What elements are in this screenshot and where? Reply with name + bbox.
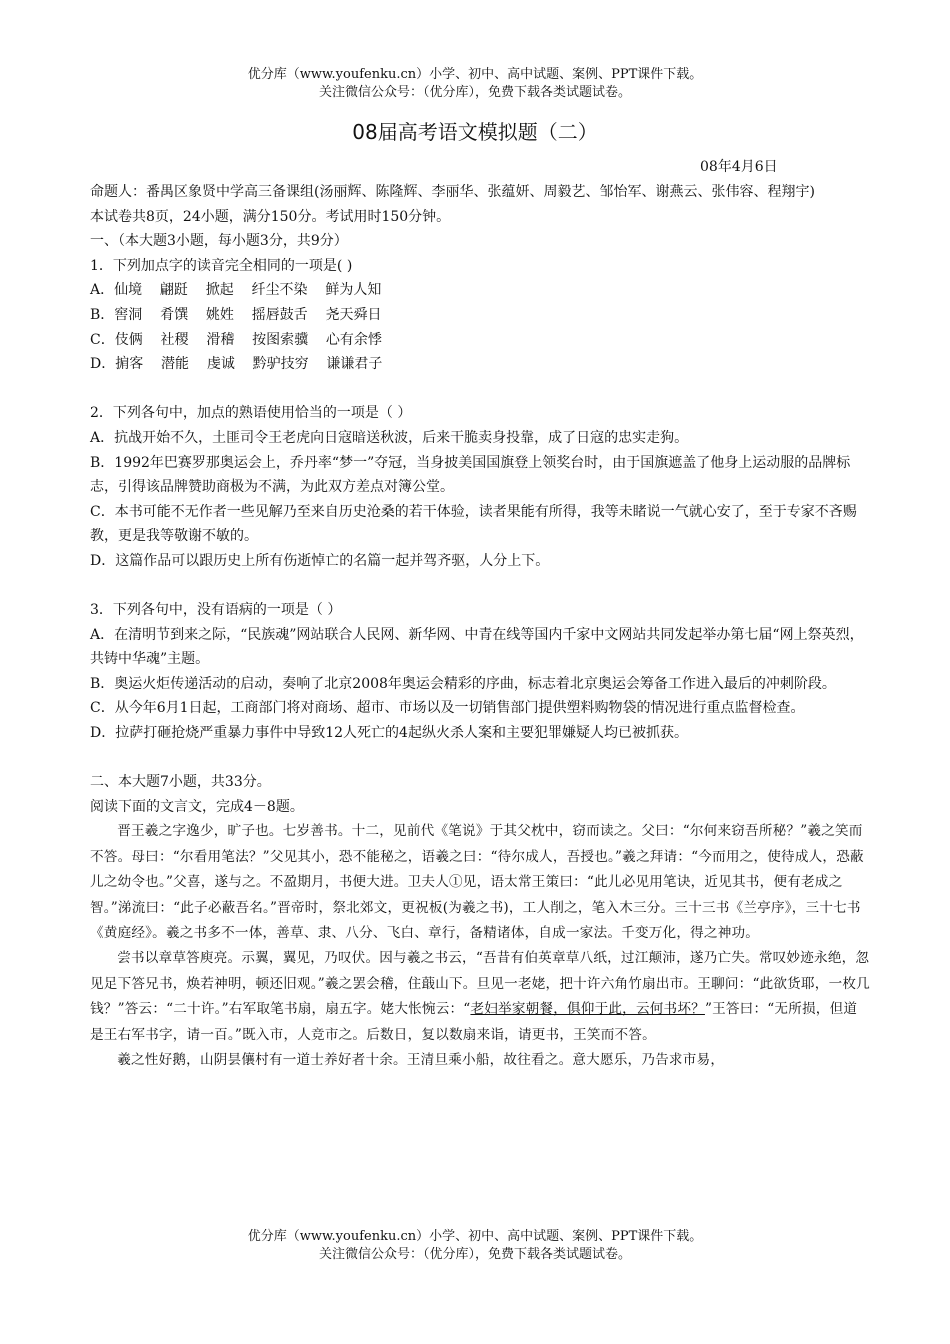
footer-line-2: 关注微信公众号：（优分库），免费下载各类试题试卷。 [318, 1247, 631, 1262]
exam-date: 08年4月6日 [700, 159, 778, 175]
question-3-option-c: C．从今年6月1日起，工商部门将对商场、超市、市场以及一切销售部门提供塑料购物袋的情况进行重点监督检查。 [90, 700, 805, 717]
question-1-stem: 1．下列加点字的读音完全相同的一项是( ) [90, 257, 353, 274]
question-1-option-a: A．仙境 翩跹 掀起 纤尘不染 鲜为人知 [90, 282, 382, 299]
header-line-1: 优分库（www.youfenku.cn）小学、初中、高中试题、案例、PPT课件下载。 [247, 67, 703, 82]
passage-paragraph-2-part-2: ”王答曰：“无所损，但道是王右军书字，请一百。”既入市，人竞市之。后数日，复以数扇来诣，请更书，王笑而不答。 [90, 1001, 858, 1043]
question-3-option-d: D．拉萨打砸抢烧严重暴力事件中导致12人死亡的4起纵火杀人案和主要犯罪嫌疑人均已被抓获。 [90, 725, 688, 742]
passage-paragraph-1: 晋王羲之字逸少，旷子也。七岁善书。十二，见前代《笔说》于其父枕中，窃而读之。父曰：“尔何来窃吾所秘？”羲之笑而不答。母曰：“尔看用笔法？”父见其小，恐不能秘之，语羲之曰：“待尔成人，吾授也。”羲之拜请：“今而用之，使待成人，恐蔽儿之幼令也。”父喜，遂与之。不盈期月，书便大进。卫夫人①见，语太常王策曰：“此儿必见用笔诀，近见其书，便有老成之智。”涕流曰：“此子必蔽吾名。”晋帝时，祭北郊文，更祝板(为羲之书)，工人削之，笔入木三分。三十三书《兰亭序》，三十七书《黄庭经》。羲之书多不一体，善草、隶、八分、飞白、章行，备精诸体，自成一家法。千变万化，得之神功。 [90, 823, 864, 942]
header-line-2: 关注微信公众号：（优分库），免费下载各类试题试卷。 [318, 85, 631, 100]
question-2-stem: 2．下列各句中，加点的熟语使用恰当的一项是（ ） [90, 405, 412, 422]
question-2-option-a: A．抗战开始不久，土匪司令王老虎向日寇暗送秋波，后来干脆卖身投靠，成了日寇的忠实走狗。 [90, 429, 689, 446]
question-3-option-b: B．奥运火炬传递活动的启动，奏响了北京2008年奥运会精彩的序曲，标志着北京奥运会筹备工作进入最后的冲刺阶段。 [90, 675, 836, 692]
passage-paragraph-2-part-1: 尝书以章草答庾亮。示翼，翼见，乃叹伏。因与羲之书云，“吾昔有伯英章草八纸，过江颠沛，遂乃亡失。常叹妙迹永绝，忽见足下答兄书，焕若神明，顿还旧观。”羲之罢会稽，住蕺山下。旦见一老姥，把十许六角竹扇出市。王聊问：“此欲货耶，一枚几钱？”答云：“二十许。”右军取笔书扇，扇五字。姥大怅惋云：“ [90, 950, 870, 1018]
question-3-stem: 3．下列各句中，没有语病的一项是（ ） [90, 602, 342, 619]
page-footer [0, 1228, 950, 1264]
page-header [0, 66, 950, 102]
question-1-option-c: C．伎俩 社稷 滑稽 按图索骥 心有余悸 [90, 331, 382, 348]
footer-line-1: 优分库（www.youfenku.cn）小学、初中、高中试题、案例、PPT课件下载。 [247, 1229, 703, 1244]
page-title: 08届高考语文模拟题（二） [352, 120, 598, 144]
question-2-option-c: C．本书可能不无作者一些见解乃至来自历史沧桑的若干体验，读者果能有所得，我等未睹说一气就心安了，至于专家不吝赐教，更是我等敬谢不敏的。 [90, 503, 857, 545]
question-1-option-d: D．掮客 潜能 虔诚 黔驴技穷 谦谦君子 [90, 356, 383, 373]
question-2-option-d: D．这篇作品可以跟历史上所有伤逝悼亡的名篇一起并驾齐驱，人分上下。 [90, 552, 550, 569]
document-body [90, 180, 870, 1074]
section-1-heading: 一、（本大题3小题，每小题3分，共9分） [90, 233, 348, 250]
question-3-option-a: A．在清明节到来之际，“民族魂”网站联合人民网、新华网、中青在线等国内千家中文网站共同发起举办第七届“网上祭英烈，共铸中华魂”主题。 [90, 626, 864, 668]
section-2-heading: 二、本大题7小题，共33分。 [90, 774, 271, 791]
exam-intro: 本试卷共8页，24小题，满分150分。考试用时150分钟。 [90, 208, 451, 225]
question-1-option-b: B．窖洞 肴馔 姚姓 摇唇鼓舌 尧天舜日 [90, 306, 382, 323]
authors-line: 命题人：番禺区象贤中学高三备课组(汤丽辉、陈隆辉、李丽华、张蕴妍、周毅艺、邹怡军、谢燕云、张伟容、程翔宇) [90, 184, 815, 200]
passage-paragraph-2 [90, 946, 870, 1048]
reading-instructions: 阅读下面的文言文，完成4－8题。 [90, 798, 304, 815]
passage-paragraph-3: 羲之性好鹅，山阴昙儴村有一道士养好者十余。王清旦乘小船，故往看之。意大愿乐，乃告求市易， [117, 1052, 725, 1069]
underlined-sentence: 老妇举家朝餐，俱仰于此，云何书坏？ [470, 1001, 705, 1018]
question-2-option-b: B．1992年巴赛罗那奥运会上，乔丹率“梦一”夺冠，当身披美国国旗登上领奖台时，由于国旗遮盖了他身上运动服的品牌标志，引得该品牌赞助商极为不满，为此双方差点对簿公堂。 [90, 454, 851, 496]
